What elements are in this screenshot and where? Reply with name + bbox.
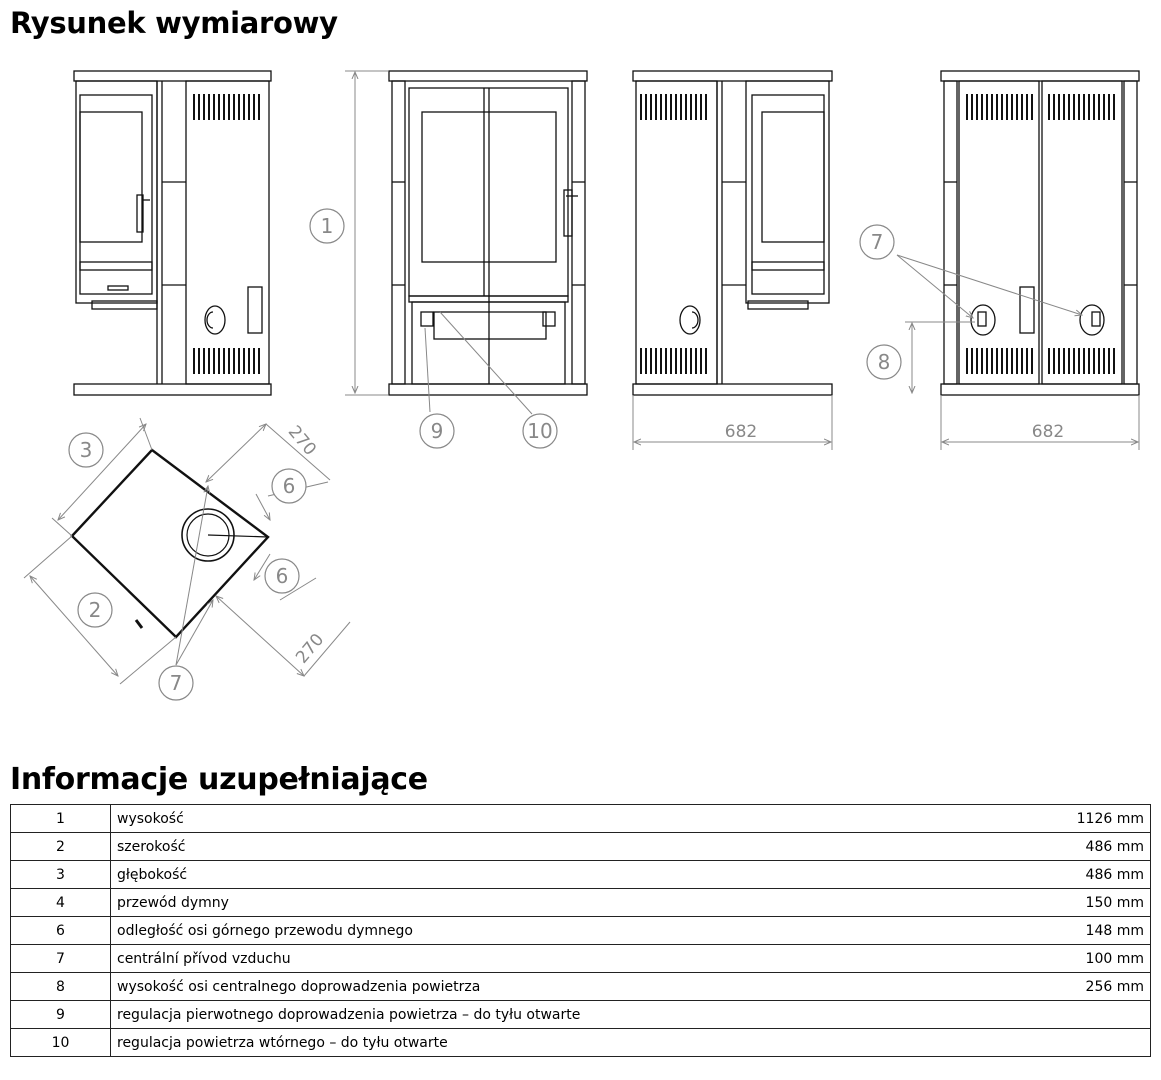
dimension-label: 270 <box>283 421 320 460</box>
row-number: 10 <box>11 1029 111 1057</box>
row-number: 6 <box>11 917 111 945</box>
side-view-left <box>74 71 271 395</box>
table-row <box>11 861 1151 889</box>
row-label: odległość osi górnego przewodu dymnego <box>117 922 413 939</box>
callout-label: 6 <box>275 564 289 588</box>
callout-label: 6 <box>282 474 296 498</box>
side-view-right <box>633 71 832 395</box>
dimension-label: 270 <box>292 629 329 668</box>
dimension-label: 682 <box>1031 422 1065 442</box>
info-title: Informacje uzupełniające <box>10 762 428 797</box>
row-value: 486 mm <box>1085 838 1144 855</box>
row-value: 1126 mm <box>1076 810 1144 827</box>
row-label: regulacja powietrza wtórnego – do tyłu otwarte <box>117 1034 448 1051</box>
dimension-drawing <box>0 50 1161 710</box>
callout-label: 8 <box>877 350 891 374</box>
row-label: przewód dymny <box>117 894 229 911</box>
spec-table <box>10 804 1151 1057</box>
row-value: 486 mm <box>1085 866 1144 883</box>
row-number: 8 <box>11 973 111 1001</box>
table-row <box>11 945 1151 973</box>
callout-label: 9 <box>430 419 444 443</box>
table-row <box>11 1029 1151 1057</box>
row-label: centrální přívod vzduchu <box>117 950 291 967</box>
table-row <box>11 917 1151 945</box>
callout-label: 1 <box>320 214 334 238</box>
table-row <box>11 805 1151 833</box>
row-number: 9 <box>11 1001 111 1029</box>
table-row <box>11 973 1151 1001</box>
table-row <box>11 889 1151 917</box>
row-number: 3 <box>11 861 111 889</box>
front-view <box>389 71 587 395</box>
row-number: 1 <box>11 805 111 833</box>
callout-label: 2 <box>88 598 102 622</box>
table-row <box>11 833 1151 861</box>
row-value: 256 mm <box>1085 978 1144 995</box>
row-value: 150 mm <box>1085 894 1144 911</box>
row-number: 2 <box>11 833 111 861</box>
callout-label: 7 <box>169 671 183 695</box>
dimension-lines <box>24 71 1139 684</box>
dimension-label: 682 <box>724 422 758 442</box>
row-label: głębokość <box>117 866 188 883</box>
row-value: 148 mm <box>1085 922 1144 939</box>
row-value: 100 mm <box>1085 950 1144 967</box>
row-number: 4 <box>11 889 111 917</box>
drawing-title: Rysunek wymiarowy <box>10 6 338 40</box>
callout-label: 7 <box>870 230 884 254</box>
row-label: szerokość <box>117 838 186 855</box>
row-number: 7 <box>11 945 111 973</box>
row-label: regulacja pierwotnego doprowadzenia powietrza – do tyłu otwarte <box>117 1006 581 1023</box>
callout-label: 10 <box>527 419 553 443</box>
table-row <box>11 1001 1151 1029</box>
callout-label: 3 <box>79 438 93 462</box>
row-label: wysokość <box>117 810 184 827</box>
row-label: wysokość osi centralnego doprowadzenia powietrza <box>117 978 481 995</box>
